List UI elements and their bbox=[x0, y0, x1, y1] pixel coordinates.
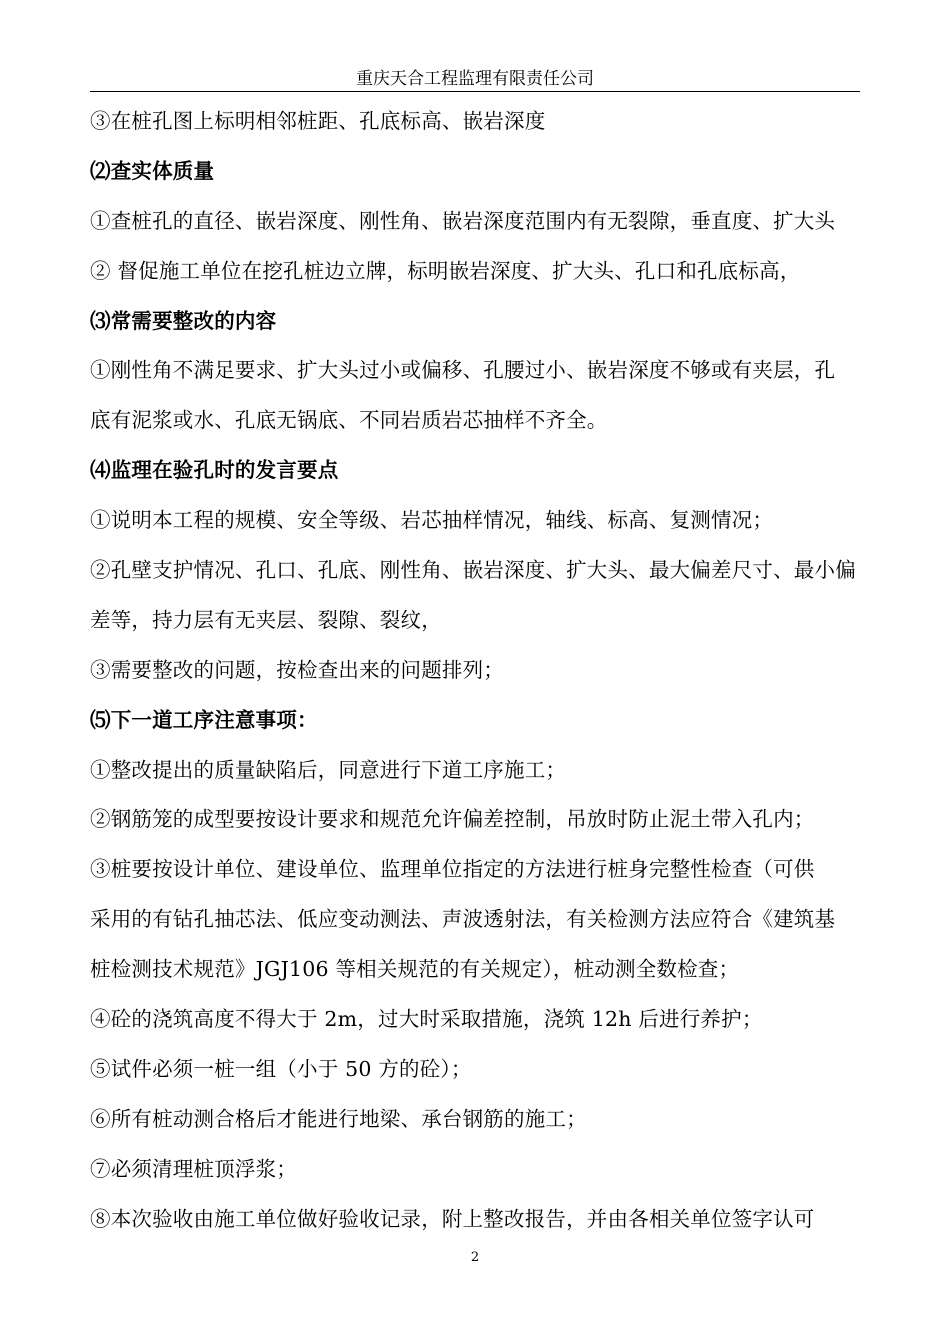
doc-line: ⑦必须清理桩顶浮浆； bbox=[90, 1156, 297, 1181]
section-heading: ⑵查实体质量 bbox=[90, 158, 215, 183]
doc-line: ⑥所有桩动测合格后才能进行地梁、承台钢筋的施工； bbox=[90, 1106, 587, 1131]
doc-line: ⑤试件必须一桩一组（小于 50 方的砼）； bbox=[90, 1056, 472, 1081]
doc-line: ①整改提出的质量缺陷后，同意进行下道工序施工； bbox=[90, 757, 567, 782]
header-divider bbox=[90, 91, 860, 92]
section-heading: ⑸下一道工序注意事项： bbox=[90, 707, 318, 732]
doc-line: ⑧本次验收由施工单位做好验收记录，附上整改报告，并由各相关单位签字认可 bbox=[90, 1206, 815, 1231]
doc-line: ①查桩孔的直径、嵌岩深度、刚性角、嵌岩深度范围内有无裂隙，垂直度、扩大头 bbox=[90, 208, 836, 233]
doc-line: 底有泥浆或水、孔底无锅底、不同岩质岩芯抽样不齐全。 bbox=[90, 408, 608, 433]
doc-line: ③桩要按设计单位、建设单位、监理单位指定的方法进行桩身完整性检查（可供 bbox=[90, 857, 815, 882]
page-number: 2 bbox=[470, 1250, 480, 1265]
section-heading: ⑶常需要整改的内容 bbox=[90, 308, 277, 333]
doc-line: ② 督促施工单位在挖孔桩边立牌，标明嵌岩深度、扩大头、孔口和孔底标高， bbox=[90, 258, 801, 283]
doc-line: ①刚性角不满足要求、扩大头过小或偏移、孔腰过小、嵌岩深度不够或有夹层，孔 bbox=[90, 358, 836, 383]
doc-line: ③需要整改的问题，按检查出来的问题排列； bbox=[90, 657, 504, 682]
doc-line: ①说明本工程的规模、安全等级、岩芯抽样情况，轴线、标高、复测情况； bbox=[90, 508, 774, 533]
doc-line: 差等，持力层有无夹层、裂隙、裂纹， bbox=[90, 607, 442, 632]
doc-line: ③在桩孔图上标明相邻桩距、孔底标高、嵌岩深度 bbox=[90, 109, 546, 133]
doc-line: ②孔壁支护情况、孔口、孔底、刚性角、嵌岩深度、扩大头、最大偏差尺寸、最小偏 bbox=[90, 558, 856, 583]
document-body bbox=[90, 98, 860, 1245]
page-header: 重庆天合工程监理有限责任公司 bbox=[356, 69, 594, 89]
section-heading: ⑷监理在验孔时的发言要点 bbox=[90, 458, 339, 483]
doc-line: 采用的有钻孔抽芯法、低应变动测法、声波透射法，有关检测方法应符合《建筑基 bbox=[90, 907, 836, 932]
doc-line: ④砼的浇筑高度不得大于 2m，过大时采取措施，浇筑 12h 后进行养护； bbox=[90, 1007, 763, 1032]
doc-line: 桩检测技术规范》JGJ106 等相关规范的有关规定），桩动测全数检查； bbox=[90, 957, 740, 982]
doc-line: ②钢筋笼的成型要按设计要求和规范允许偏差控制，吊放时防止泥土带入孔内； bbox=[90, 807, 815, 832]
